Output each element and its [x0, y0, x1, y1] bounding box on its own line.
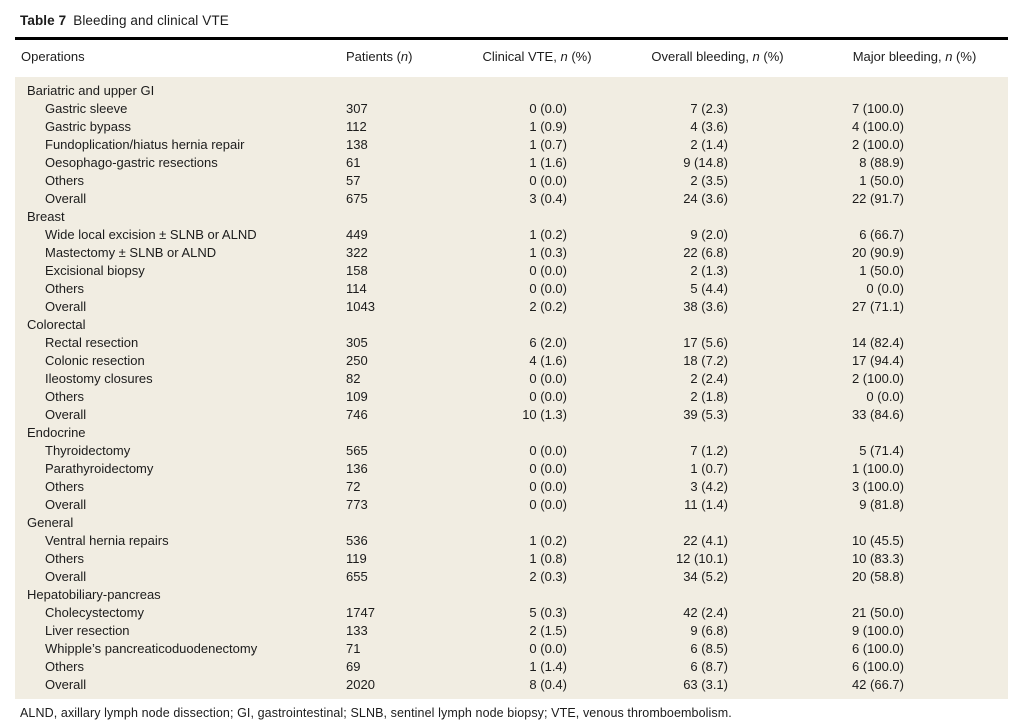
table-row	[15, 226, 1008, 244]
major-bleeding-cell: 0 (0.0)	[821, 388, 1008, 406]
patients-cell: 136	[335, 460, 460, 478]
clinical-vte-cell: 1 (0.3)	[460, 244, 614, 262]
table-row	[15, 352, 1008, 370]
table-row	[15, 496, 1008, 514]
clinical-vte-cell: 1 (0.9)	[460, 118, 614, 136]
clinical-vte-cell: 0 (0.0)	[460, 388, 614, 406]
clinical-vte-cell: 0 (0.0)	[460, 262, 614, 280]
operation-cell: Others	[15, 550, 335, 568]
clinical-vte-cell: 1 (0.2)	[460, 226, 614, 244]
column-header-clinical-vte	[460, 40, 614, 77]
column-header-patients	[335, 40, 460, 77]
header-row	[15, 40, 1008, 77]
patients-cell: 250	[335, 352, 460, 370]
header-italic-n: n	[752, 48, 760, 64]
major-bleeding-cell: 8 (88.9)	[821, 154, 1008, 172]
clinical-vte-cell: 0 (0.0)	[460, 496, 614, 514]
overall-bleeding-cell: 6 (8.7)	[614, 658, 821, 676]
section-row	[15, 514, 1008, 532]
table-row	[15, 442, 1008, 460]
clinical-vte-cell: 1 (0.8)	[460, 550, 614, 568]
section-row	[15, 586, 1008, 604]
table-title	[20, 13, 1008, 28]
header-text: Operations	[21, 48, 85, 64]
clinical-vte-cell: 0 (0.0)	[460, 640, 614, 658]
overall-bleeding-cell: 9 (2.0)	[614, 226, 821, 244]
major-bleeding-cell: 4 (100.0)	[821, 118, 1008, 136]
patients-cell: 112	[335, 118, 460, 136]
major-bleeding-cell: 0 (0.0)	[821, 280, 1008, 298]
table-body	[15, 77, 1008, 699]
overall-bleeding-cell	[614, 208, 821, 226]
clinical-vte-cell: 0 (0.0)	[460, 172, 614, 190]
major-bleeding-cell: 27 (71.1)	[821, 298, 1008, 316]
table-row	[15, 388, 1008, 406]
header-text: Overall bleeding,	[651, 48, 753, 64]
overall-bleeding-cell	[614, 424, 821, 442]
clinical-vte-cell: 0 (0.0)	[460, 478, 614, 496]
header-text: Major bleeding,	[852, 48, 946, 64]
patients-cell: 307	[335, 100, 460, 118]
clinical-vte-cell: 1 (0.2)	[460, 532, 614, 550]
major-bleeding-cell	[821, 77, 1008, 100]
column-header-major-bleeding	[821, 40, 1008, 77]
major-bleeding-cell: 9 (100.0)	[821, 622, 1008, 640]
operation-cell: Overall	[15, 568, 335, 586]
clinical-vte-cell	[460, 208, 614, 226]
overall-bleeding-cell: 2 (3.5)	[614, 172, 821, 190]
table-row	[15, 118, 1008, 136]
overall-bleeding-cell	[614, 316, 821, 334]
overall-bleeding-cell: 17 (5.6)	[614, 334, 821, 352]
operation-cell: Rectal resection	[15, 334, 335, 352]
table-row	[15, 676, 1008, 699]
operation-cell: Fundoplication/hiatus hernia repair	[15, 136, 335, 154]
patients-cell	[335, 316, 460, 334]
major-bleeding-cell	[821, 586, 1008, 604]
table-row	[15, 280, 1008, 298]
table-row	[15, 262, 1008, 280]
overall-bleeding-cell: 42 (2.4)	[614, 604, 821, 622]
patients-cell: 1043	[335, 298, 460, 316]
operation-cell: Liver resection	[15, 622, 335, 640]
table-row	[15, 370, 1008, 388]
overall-bleeding-cell: 22 (6.8)	[614, 244, 821, 262]
operation-cell: Gastric sleeve	[15, 100, 335, 118]
table-number: Table 7	[20, 13, 67, 28]
patients-cell: 305	[335, 334, 460, 352]
table-row	[15, 568, 1008, 586]
clinical-vte-cell: 5 (0.3)	[460, 604, 614, 622]
patients-cell: 119	[335, 550, 460, 568]
section-name-cell: Colorectal	[15, 316, 335, 334]
operation-cell: Ileostomy closures	[15, 370, 335, 388]
overall-bleeding-cell: 2 (1.3)	[614, 262, 821, 280]
overall-bleeding-cell: 1 (0.7)	[614, 460, 821, 478]
patients-cell: 72	[335, 478, 460, 496]
patients-cell	[335, 208, 460, 226]
overall-bleeding-cell	[614, 586, 821, 604]
clinical-vte-cell	[460, 316, 614, 334]
clinical-vte-cell: 2 (0.3)	[460, 568, 614, 586]
major-bleeding-cell: 5 (71.4)	[821, 442, 1008, 460]
overall-bleeding-cell: 5 (4.4)	[614, 280, 821, 298]
overall-bleeding-cell: 4 (3.6)	[614, 118, 821, 136]
major-bleeding-cell: 6 (100.0)	[821, 640, 1008, 658]
column-header-operations	[15, 40, 335, 77]
section-row	[15, 424, 1008, 442]
patients-cell	[335, 424, 460, 442]
overall-bleeding-cell: 9 (6.8)	[614, 622, 821, 640]
table-row	[15, 604, 1008, 622]
operation-cell: Overall	[15, 190, 335, 208]
patients-cell: 57	[335, 172, 460, 190]
patients-cell: 61	[335, 154, 460, 172]
header-text: )	[408, 48, 413, 64]
clinical-vte-cell	[460, 514, 614, 532]
header-text: (%)	[952, 48, 977, 64]
table-row	[15, 172, 1008, 190]
clinical-vte-cell: 3 (0.4)	[460, 190, 614, 208]
section-name-cell: Endocrine	[15, 424, 335, 442]
clinical-vte-cell: 1 (1.4)	[460, 658, 614, 676]
major-bleeding-cell: 21 (50.0)	[821, 604, 1008, 622]
clinical-vte-cell: 1 (0.7)	[460, 136, 614, 154]
patients-cell: 109	[335, 388, 460, 406]
bleeding-vte-table	[15, 40, 1008, 699]
table-row	[15, 550, 1008, 568]
major-bleeding-cell: 20 (58.8)	[821, 568, 1008, 586]
major-bleeding-cell: 6 (66.7)	[821, 226, 1008, 244]
overall-bleeding-cell: 34 (5.2)	[614, 568, 821, 586]
header-text: Clinical VTE,	[482, 48, 561, 64]
patients-cell: 133	[335, 622, 460, 640]
operation-cell: Excisional biopsy	[15, 262, 335, 280]
overall-bleeding-cell: 24 (3.6)	[614, 190, 821, 208]
patients-cell: 114	[335, 280, 460, 298]
major-bleeding-cell	[821, 424, 1008, 442]
table-row	[15, 460, 1008, 478]
overall-bleeding-cell: 12 (10.1)	[614, 550, 821, 568]
overall-bleeding-cell: 2 (1.8)	[614, 388, 821, 406]
operation-cell: Others	[15, 388, 335, 406]
table-row	[15, 478, 1008, 496]
header-italic-n: n	[560, 48, 568, 64]
table-row	[15, 298, 1008, 316]
overall-bleeding-cell: 11 (1.4)	[614, 496, 821, 514]
patients-cell: 322	[335, 244, 460, 262]
major-bleeding-cell: 1 (50.0)	[821, 172, 1008, 190]
operation-cell: Others	[15, 478, 335, 496]
major-bleeding-cell: 1 (50.0)	[821, 262, 1008, 280]
major-bleeding-cell: 6 (100.0)	[821, 658, 1008, 676]
overall-bleeding-cell: 2 (1.4)	[614, 136, 821, 154]
section-name-cell: General	[15, 514, 335, 532]
major-bleeding-cell	[821, 316, 1008, 334]
table-row	[15, 100, 1008, 118]
overall-bleeding-cell: 3 (4.2)	[614, 478, 821, 496]
column-header-overall-bleeding	[614, 40, 821, 77]
major-bleeding-cell: 10 (83.3)	[821, 550, 1008, 568]
major-bleeding-cell	[821, 514, 1008, 532]
major-bleeding-cell: 33 (84.6)	[821, 406, 1008, 424]
major-bleeding-cell: 14 (82.4)	[821, 334, 1008, 352]
clinical-vte-cell: 8 (0.4)	[460, 676, 614, 699]
section-name-cell: Breast	[15, 208, 335, 226]
major-bleeding-cell: 7 (100.0)	[821, 100, 1008, 118]
table-header	[15, 40, 1008, 77]
operation-cell: Thyroidectomy	[15, 442, 335, 460]
operation-cell: Overall	[15, 496, 335, 514]
clinical-vte-cell: 0 (0.0)	[460, 100, 614, 118]
section-name-cell: Bariatric and upper GI	[15, 77, 335, 100]
operation-cell: Others	[15, 172, 335, 190]
patients-cell: 158	[335, 262, 460, 280]
header-text: Patients (	[346, 48, 401, 64]
patients-cell: 536	[335, 532, 460, 550]
patients-cell: 565	[335, 442, 460, 460]
patients-cell: 449	[335, 226, 460, 244]
operation-cell: Whipple’s pancreaticoduodenectomy	[15, 640, 335, 658]
header-italic-n: n	[400, 48, 409, 64]
major-bleeding-cell: 10 (45.5)	[821, 532, 1008, 550]
patients-cell: 655	[335, 568, 460, 586]
major-bleeding-cell: 1 (100.0)	[821, 460, 1008, 478]
patients-cell: 2020	[335, 676, 460, 699]
operation-cell: Colonic resection	[15, 352, 335, 370]
clinical-vte-cell: 2 (1.5)	[460, 622, 614, 640]
overall-bleeding-cell: 7 (2.3)	[614, 100, 821, 118]
patients-cell: 138	[335, 136, 460, 154]
operation-cell: Others	[15, 658, 335, 676]
table-row	[15, 154, 1008, 172]
operation-cell: Overall	[15, 676, 335, 699]
operation-cell: Gastric bypass	[15, 118, 335, 136]
table-caption: Bleeding and clinical VTE	[73, 13, 229, 28]
section-row	[15, 208, 1008, 226]
table-row	[15, 406, 1008, 424]
clinical-vte-cell: 0 (0.0)	[460, 442, 614, 460]
patients-cell	[335, 514, 460, 532]
overall-bleeding-cell: 22 (4.1)	[614, 532, 821, 550]
table-row	[15, 532, 1008, 550]
table-footnote: ALND, axillary lymph node dissection; GI, gastrointestinal; SLNB, sentinel lymph node biopsy; VTE, venous thromboembolism.	[20, 705, 732, 720]
operation-cell: Parathyroidectomy	[15, 460, 335, 478]
overall-bleeding-cell: 2 (2.4)	[614, 370, 821, 388]
clinical-vte-cell: 4 (1.6)	[460, 352, 614, 370]
section-row	[15, 77, 1008, 100]
patients-cell: 82	[335, 370, 460, 388]
clinical-vte-cell: 6 (2.0)	[460, 334, 614, 352]
table-row	[15, 190, 1008, 208]
patients-cell: 1747	[335, 604, 460, 622]
major-bleeding-cell: 17 (94.4)	[821, 352, 1008, 370]
clinical-vte-cell: 2 (0.2)	[460, 298, 614, 316]
table-row	[15, 244, 1008, 262]
patients-cell	[335, 586, 460, 604]
section-name-cell: Hepatobiliary-pancreas	[15, 586, 335, 604]
overall-bleeding-cell: 63 (3.1)	[614, 676, 821, 699]
overall-bleeding-cell	[614, 77, 821, 100]
patients-cell: 746	[335, 406, 460, 424]
major-bleeding-cell: 22 (91.7)	[821, 190, 1008, 208]
patients-cell	[335, 77, 460, 100]
table-row	[15, 334, 1008, 352]
clinical-vte-cell: 0 (0.0)	[460, 460, 614, 478]
operation-cell: Wide local excision ± SLNB or ALND	[15, 226, 335, 244]
major-bleeding-cell: 42 (66.7)	[821, 676, 1008, 699]
major-bleeding-cell: 2 (100.0)	[821, 370, 1008, 388]
major-bleeding-cell: 20 (90.9)	[821, 244, 1008, 262]
clinical-vte-cell	[460, 77, 614, 100]
clinical-vte-cell: 10 (1.3)	[460, 406, 614, 424]
table-row	[15, 658, 1008, 676]
table-row	[15, 136, 1008, 154]
patients-cell: 675	[335, 190, 460, 208]
header-text: (%)	[759, 48, 784, 64]
operation-cell: Overall	[15, 298, 335, 316]
operation-cell: Others	[15, 280, 335, 298]
operation-cell: Oesophago-gastric resections	[15, 154, 335, 172]
operation-cell: Ventral hernia repairs	[15, 532, 335, 550]
major-bleeding-cell	[821, 208, 1008, 226]
patients-cell: 71	[335, 640, 460, 658]
overall-bleeding-cell: 38 (3.6)	[614, 298, 821, 316]
operation-cell: Cholecystectomy	[15, 604, 335, 622]
overall-bleeding-cell	[614, 514, 821, 532]
major-bleeding-cell: 2 (100.0)	[821, 136, 1008, 154]
section-row	[15, 316, 1008, 334]
overall-bleeding-cell: 9 (14.8)	[614, 154, 821, 172]
operation-cell: Overall	[15, 406, 335, 424]
clinical-vte-cell: 0 (0.0)	[460, 280, 614, 298]
operation-cell: Mastectomy ± SLNB or ALND	[15, 244, 335, 262]
overall-bleeding-cell: 6 (8.5)	[614, 640, 821, 658]
major-bleeding-cell: 3 (100.0)	[821, 478, 1008, 496]
patients-cell: 773	[335, 496, 460, 514]
header-text: (%)	[567, 48, 592, 64]
major-bleeding-cell: 9 (81.8)	[821, 496, 1008, 514]
header-italic-n: n	[945, 48, 953, 64]
patients-cell: 69	[335, 658, 460, 676]
clinical-vte-cell	[460, 424, 614, 442]
overall-bleeding-cell: 7 (1.2)	[614, 442, 821, 460]
clinical-vte-cell: 1 (1.6)	[460, 154, 614, 172]
overall-bleeding-cell: 39 (5.3)	[614, 406, 821, 424]
clinical-vte-cell	[460, 586, 614, 604]
table-row	[15, 640, 1008, 658]
table-row	[15, 622, 1008, 640]
overall-bleeding-cell: 18 (7.2)	[614, 352, 821, 370]
clinical-vte-cell: 0 (0.0)	[460, 370, 614, 388]
